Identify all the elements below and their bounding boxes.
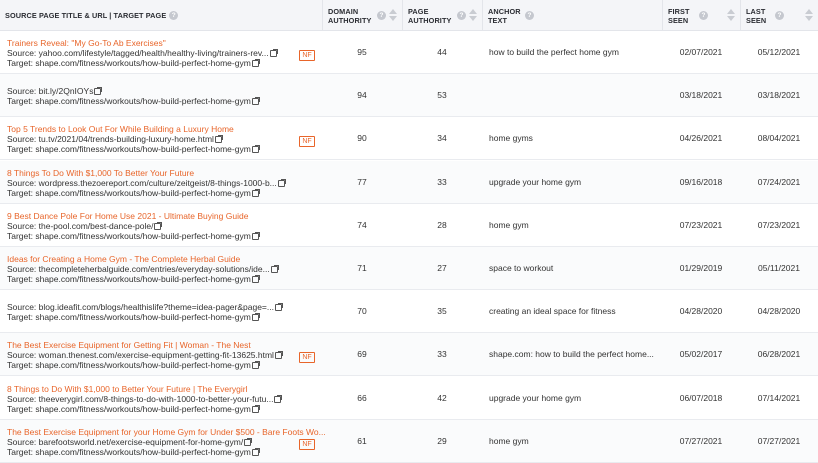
source-title-link[interactable]: Trainers Reveal: "My Go-To Ab Exercises" xyxy=(7,38,166,48)
target-url-text: Target: shape.com/fitness/workouts/how-build-perfect-home-gym xyxy=(7,58,251,68)
source-title-link[interactable]: Ideas for Creating a Home Gym - The Complete Herbal Guide xyxy=(7,254,241,264)
target-url-text: Target: shape.com/fitness/workouts/how-build-perfect-home-gym xyxy=(7,360,251,371)
anchor-text-value: home gym xyxy=(489,435,529,446)
source-url[interactable] xyxy=(7,86,317,96)
domain-authority-value: 61 xyxy=(357,435,367,446)
external-link-icon[interactable] xyxy=(252,362,259,369)
anchor-text-value: creating an ideal space for fitness xyxy=(489,306,616,317)
source-cell xyxy=(7,124,317,154)
table-row xyxy=(0,290,818,333)
nofollow-badge: NF xyxy=(299,439,315,450)
external-link-icon[interactable] xyxy=(244,439,251,446)
anchor-text-value: how to build the perfect home gym xyxy=(489,47,619,57)
first-seen-value: 07/23/2021 xyxy=(679,219,723,230)
source-url-text: Source: tu.tv/2021/04/trends-building-luxury-home.html xyxy=(7,134,214,145)
target-url-text: Target: shape.com/fitness/workouts/how-build-perfect-home-gym xyxy=(7,312,251,323)
last-seen-value: 06/28/2021 xyxy=(757,349,801,360)
source-title-link[interactable]: Top 5 Trends to Look Out For While Building a Luxury Home xyxy=(7,124,234,135)
header-page-authority[interactable] xyxy=(402,0,482,31)
domain-authority-value: 69 xyxy=(357,349,367,360)
first-seen-value: 03/18/2021 xyxy=(679,90,723,101)
external-link-icon[interactable] xyxy=(252,233,259,240)
header-first-seen[interactable] xyxy=(662,0,740,31)
domain-authority-value: 71 xyxy=(357,263,367,273)
external-link-icon[interactable] xyxy=(252,98,259,105)
last-seen-value: 07/14/2021 xyxy=(757,392,801,403)
source-url-text: Source: yahoo.com/lifestyle/tagged/health/healthy-living/trainers-rev... xyxy=(7,48,269,58)
table-row xyxy=(0,333,818,376)
domain-authority-value: 90 xyxy=(357,133,367,144)
external-link-icon[interactable] xyxy=(215,136,222,143)
anchor-text-value: upgrade your home gym xyxy=(489,176,582,187)
nofollow-badge: NF xyxy=(299,136,315,147)
table-row xyxy=(0,247,818,290)
header-anchor-text-label: ANCHOR TEXT xyxy=(488,6,521,25)
external-link-icon[interactable] xyxy=(271,266,278,273)
table-row xyxy=(0,74,818,117)
domain-authority-value: 77 xyxy=(357,176,367,187)
source-cell xyxy=(7,340,317,370)
source-cell xyxy=(7,384,317,414)
source-url[interactable] xyxy=(7,221,317,231)
source-url[interactable] xyxy=(7,437,317,447)
sort-icon[interactable] xyxy=(389,9,397,22)
header-domain-authority[interactable] xyxy=(322,0,402,31)
page-authority-value: 44 xyxy=(437,47,447,57)
external-link-icon[interactable] xyxy=(252,190,259,197)
last-seen-value: 07/23/2021 xyxy=(757,219,801,230)
table-row xyxy=(0,420,818,463)
help-icon[interactable]: ? xyxy=(525,11,534,20)
nofollow-badge: NF xyxy=(299,352,315,363)
domain-authority-value: 74 xyxy=(357,219,367,230)
first-seen-value: 01/29/2019 xyxy=(679,263,723,273)
sort-icon[interactable] xyxy=(727,9,735,22)
target-url-text: Target: shape.com/fitness/workouts/how-build-perfect-home-gym xyxy=(7,403,251,414)
target-url[interactable] xyxy=(7,96,317,106)
source-cell xyxy=(7,302,317,322)
source-url[interactable] xyxy=(7,394,317,404)
anchor-text-value: upgrade your home gym xyxy=(489,392,582,403)
page-authority-value: 53 xyxy=(437,90,447,101)
external-link-icon[interactable] xyxy=(252,314,259,321)
help-icon[interactable]: ? xyxy=(169,11,178,20)
page-authority-value: 42 xyxy=(437,392,447,403)
header-page-authority-label: PAGE AUTHORITY xyxy=(408,6,452,25)
help-icon[interactable]: ? xyxy=(377,11,386,20)
external-link-icon[interactable] xyxy=(275,304,282,311)
source-url-text: Source: barefootsworld.net/exercise-equipment-for-home-gym/ xyxy=(7,436,244,447)
source-url-text: Source: thecompleteherbalguide.com/entries/everyday-solutions/ide... xyxy=(7,264,270,274)
domain-authority-value: 95 xyxy=(357,47,367,57)
source-url-text: Source: the-pool.com/best-dance-pole/ xyxy=(7,220,154,231)
header-anchor-text[interactable] xyxy=(482,0,662,31)
last-seen-value: 04/28/2020 xyxy=(757,306,801,317)
table-row xyxy=(0,377,818,420)
last-seen-value: 07/27/2021 xyxy=(757,435,801,446)
target-url[interactable] xyxy=(7,404,317,414)
table-row xyxy=(0,31,818,74)
table-header xyxy=(0,0,818,31)
anchor-text-value: space to workout xyxy=(489,263,554,273)
source-url-text: Source: woman.thenest.com/exercise-equipment-getting-fit-13625.html xyxy=(7,350,274,361)
target-url-text: Target: shape.com/fitness/workouts/how-build-perfect-home-gym xyxy=(7,144,251,155)
source-url-text: Source: blog.ideafit.com/blogs/healthislife?theme=idea-pager&page=... xyxy=(7,302,274,313)
last-seen-value: 03/18/2021 xyxy=(757,90,801,101)
source-url-text: Source: theeverygirl.com/8-things-to-do-with-1000-to-better-your-futu... xyxy=(7,393,274,404)
page-authority-value: 35 xyxy=(437,306,447,317)
target-url[interactable] xyxy=(7,447,317,457)
target-url[interactable] xyxy=(7,312,317,322)
source-url[interactable] xyxy=(7,48,317,58)
domain-authority-value: 66 xyxy=(357,392,367,403)
source-url[interactable] xyxy=(7,302,317,312)
source-cell xyxy=(7,254,317,284)
source-cell xyxy=(7,168,317,198)
header-last-seen-label: LAST SEEN xyxy=(746,6,767,25)
first-seen-value: 07/27/2021 xyxy=(679,435,723,446)
external-link-icon[interactable] xyxy=(252,60,259,67)
source-title-link[interactable]: 9 Best Dance Pole For Home Use 2021 - Ultimate Buying Guide xyxy=(7,210,249,221)
last-seen-value: 08/04/2021 xyxy=(757,133,801,144)
page-authority-value: 33 xyxy=(437,349,447,360)
target-url[interactable] xyxy=(7,58,317,68)
anchor-text-value: home gym xyxy=(489,219,529,230)
source-cell xyxy=(7,426,326,457)
external-link-icon[interactable] xyxy=(154,223,161,230)
target-url-text: Target: shape.com/fitness/workouts/how-build-perfect-home-gym xyxy=(7,274,251,284)
sort-icon[interactable] xyxy=(805,9,813,22)
last-seen-value: 07/24/2021 xyxy=(757,176,801,187)
last-seen-value: 05/12/2021 xyxy=(757,47,801,57)
source-title-link[interactable]: The Best Exercise Equipment for Getting Fit | Woman - The Nest xyxy=(7,340,251,351)
target-url[interactable] xyxy=(7,188,317,198)
source-url-text: Source: bit.ly/2QnIOYs xyxy=(7,86,94,97)
first-seen-value: 09/16/2018 xyxy=(679,176,723,187)
target-url[interactable] xyxy=(7,231,317,241)
first-seen-value: 06/07/2018 xyxy=(679,392,723,403)
anchor-text-value: shape.com: how to build the perfect home... xyxy=(489,349,654,360)
external-link-icon[interactable] xyxy=(278,180,285,187)
source-cell xyxy=(7,86,317,106)
source-title-link[interactable]: The Best Exercise Equipment for your Home Gym for Under $500 - Bare Foots Wo... xyxy=(7,426,326,437)
external-link-icon[interactable] xyxy=(252,276,259,283)
external-link-icon[interactable] xyxy=(270,50,277,57)
header-source[interactable] xyxy=(0,0,322,31)
external-link-icon[interactable] xyxy=(252,406,259,413)
source-title-link[interactable]: 8 Things to Do With $1,000 to Better Your Future | The Everygirl xyxy=(7,383,248,394)
header-last-seen[interactable] xyxy=(740,0,818,31)
target-url[interactable] xyxy=(7,360,317,370)
source-url[interactable] xyxy=(7,350,317,360)
external-link-icon[interactable] xyxy=(94,88,101,95)
header-source-label: SOURCE PAGE TITLE & URL | TARGET PAGE xyxy=(5,11,167,20)
help-icon[interactable]: ? xyxy=(699,11,708,20)
page-authority-value: 33 xyxy=(437,176,447,187)
first-seen-value: 04/26/2021 xyxy=(679,133,723,144)
source-url[interactable] xyxy=(7,178,317,188)
target-url-text: Target: shape.com/fitness/workouts/how-build-perfect-home-gym xyxy=(7,230,251,241)
target-url-text: Target: shape.com/fitness/workouts/how-build-perfect-home-gym xyxy=(7,446,251,457)
target-url-text: Target: shape.com/fitness/workouts/how-build-perfect-home-gym xyxy=(7,187,251,198)
source-cell xyxy=(7,38,317,68)
page-authority-value: 27 xyxy=(437,263,447,273)
page-authority-value: 29 xyxy=(437,435,447,446)
page-authority-value: 28 xyxy=(437,219,447,230)
target-url[interactable] xyxy=(7,144,317,154)
page-authority-value: 34 xyxy=(437,133,447,144)
table-row xyxy=(0,117,818,160)
source-url-text: Source: wordpress.thezoereport.com/culture/zeitgeist/8-things-1000-b... xyxy=(7,177,277,188)
domain-authority-value: 94 xyxy=(357,90,367,101)
table-row xyxy=(0,204,818,247)
first-seen-value: 05/02/2017 xyxy=(679,349,723,360)
source-title-link[interactable]: 8 Things To Do With $1,000 To Better Your Future xyxy=(7,167,195,178)
anchor-text-value: home gyms xyxy=(489,133,533,144)
target-url[interactable] xyxy=(7,274,317,284)
source-cell xyxy=(7,211,317,241)
anchor-text-value xyxy=(489,74,659,116)
table-row xyxy=(0,161,818,204)
target-url-text: Target: shape.com/fitness/workouts/how-build-perfect-home-gym xyxy=(7,96,251,107)
first-seen-value: 04/28/2020 xyxy=(679,306,723,317)
nofollow-badge: NF xyxy=(299,50,315,61)
external-link-icon[interactable] xyxy=(252,449,259,456)
source-url[interactable] xyxy=(7,134,317,144)
last-seen-value: 05/11/2021 xyxy=(758,263,800,273)
source-url[interactable] xyxy=(7,264,317,274)
sort-icon[interactable] xyxy=(469,9,477,22)
help-icon[interactable]: ? xyxy=(775,11,784,20)
domain-authority-value: 70 xyxy=(357,306,367,317)
header-first-seen-label: FIRST SEEN xyxy=(668,6,690,25)
external-link-icon[interactable] xyxy=(274,396,281,403)
external-link-icon[interactable] xyxy=(275,352,282,359)
header-domain-authority-label: DOMAIN AUTHORITY xyxy=(328,6,372,25)
help-icon[interactable]: ? xyxy=(457,11,466,20)
external-link-icon[interactable] xyxy=(252,146,259,153)
first-seen-value: 02/07/2021 xyxy=(679,47,723,57)
